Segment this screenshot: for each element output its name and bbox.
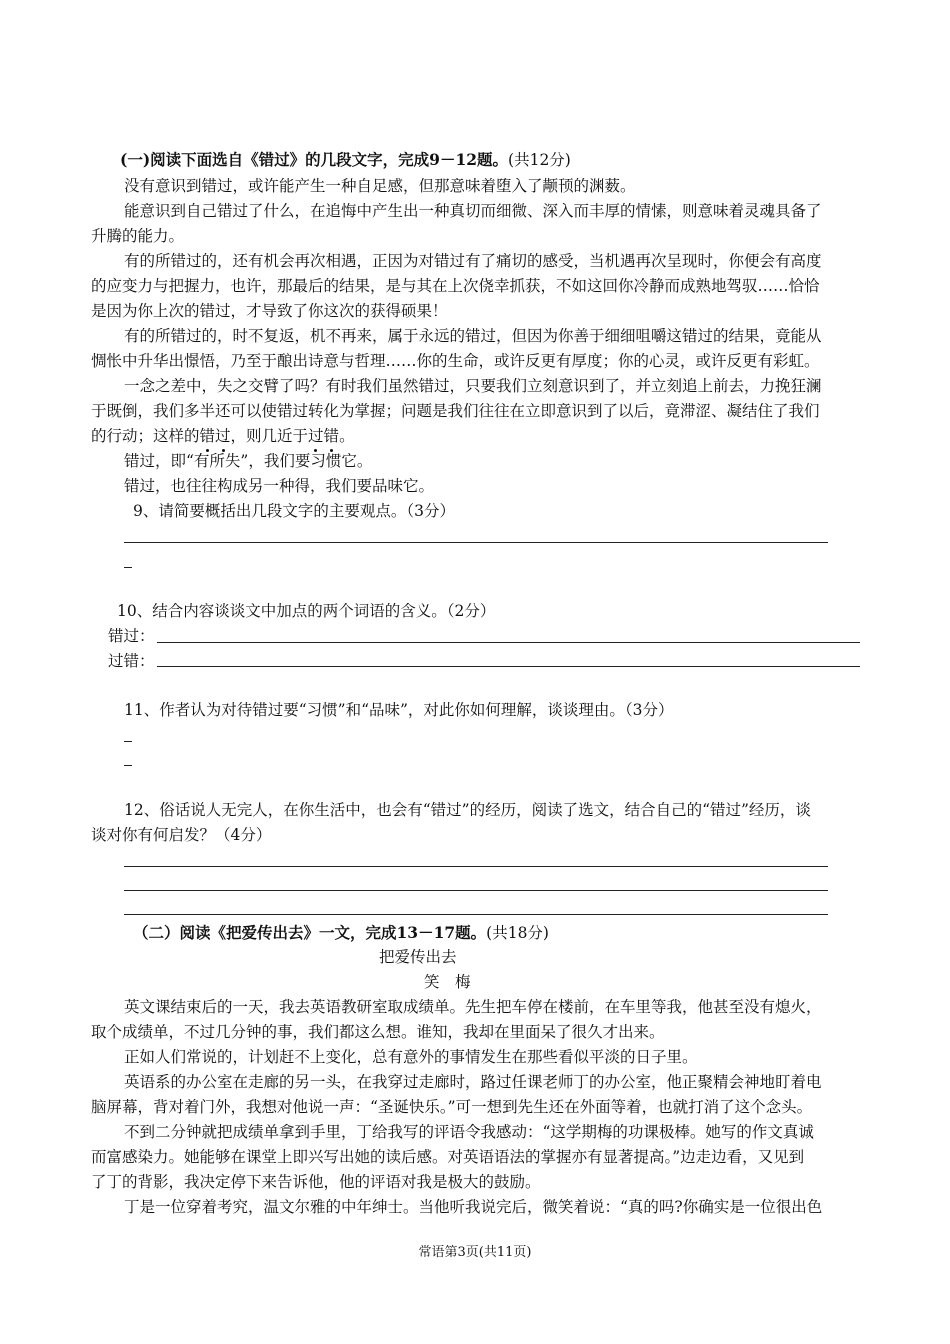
section1-heading-score: (共12分) [508, 151, 571, 169]
answer-line[interactable] [124, 914, 828, 915]
dotted-line-post: 。 [339, 427, 355, 445]
answer-line[interactable] [124, 542, 828, 543]
paragraph-line: 的应变力与把握力，也许，那最后的结果，是与其在上次侥幸抓获，不如这回你冷静而成熟地驾驭……恰恰 [91, 277, 820, 295]
paragraph-line: 升腾的能力。 [91, 227, 185, 245]
section2-heading-text: （二）阅读《把爱传出去》一文，完成13－17题。 [133, 923, 487, 942]
dotted-word-guocuo [308, 426, 339, 446]
answer-line-short[interactable] [124, 567, 132, 568]
paragraph-line: 丁是一位穿着考究，温文尔雅的中年绅士。当他听我说完后，微笑着说：“真的吗?你确实是一位很出色 [124, 1198, 823, 1216]
answer-line-short[interactable] [124, 765, 132, 766]
dotted-line-pre: 的行动；这样的 [91, 427, 200, 445]
paragraph-line: 一念之差中，失之交臂了吗？有时我们虽然错过，只要我们立刻意识到了，并立刻追上前去，力挽狂澜 [124, 377, 822, 395]
paragraph-line-dotted [91, 426, 355, 446]
dotted-word-cuoguo [200, 426, 231, 446]
paragraph-line: 有的所错过的，还有机会再次相遇，正因为对错过有了痛切的感受，当机遇再次呈现时，你便会有高度 [124, 252, 822, 270]
answer-line[interactable] [124, 890, 828, 891]
paragraph-line: 有的所错过的，时不复返，机不再来，属于永远的错过，但因为你善于细细咀嚼这错过的结果，竟能从 [124, 327, 822, 345]
paragraph-line: 惆怅中升华出憬悟，乃至于酿出诗意与哲理……你的生命，或许反更有厚度；你的心灵，或许反更有彩虹。 [91, 352, 820, 370]
paragraph-line: 于既倒，我们多半还可以使错过转化为掌握；问题是我们往往在立即意识到了以后，竟滞涩、凝结住了我们 [91, 402, 820, 420]
question-11: 11、作者认为对待错过要“习惯”和“品味”，对此你如何理解，谈谈理由。（3分） [124, 701, 674, 719]
paragraph-line: 是因为你上次的错过，才导致了你这次的获得硕果！ [91, 302, 448, 320]
paragraph-line: 了丁的背影，我决定停下来告诉他，他的评语对我是极大的鼓励。 [91, 1173, 541, 1191]
question-10: 10、结合内容谈谈文中加点的两个词语的含义。（2分） [117, 602, 496, 620]
page-footer: 常语第3页(共11页) [418, 1245, 532, 1260]
paragraph-line: 不到二分钟就把成绩单拿到手里，丁给我写的评语令我感动：“这学期梅的功课极棒。她写的作文真诚 [124, 1123, 814, 1141]
section1-heading-text: (一)阅读下面选自《错过》的几段文字，完成9－12题。 [120, 150, 509, 169]
question-12-line1: 12、俗话说人无完人，在你生活中，也会有“错过”的经历，阅读了选文，结合自己的“错过”经历，谈 [124, 801, 811, 819]
dotted-word-text: 过错 [308, 427, 340, 445]
dotted-line-mid: ，则几近于 [230, 427, 309, 445]
answer-line[interactable] [157, 642, 860, 643]
paragraph-line: 没有意识到错过，或许能产生一种自足感，但那意味着堕入了颟顸的渊薮。 [124, 177, 636, 195]
article-author: 笑 梅 [424, 973, 471, 991]
answer-label-guocuo: 过错： [108, 652, 155, 670]
section2-heading-score: (共18分) [486, 924, 549, 942]
paragraph-line: 正如人们常说的，计划赶不上变化，总有意外的事情发生在那些看似平淡的日子里。 [124, 1048, 698, 1066]
answer-line[interactable] [157, 666, 860, 667]
question-9: 9、请简要概括出几段文字的主要观点。（3分） [133, 502, 455, 520]
article-title: 把爱传出去 [379, 948, 457, 966]
paragraph-line: 错过，即“有所失”，我们要习惯它。 [124, 452, 373, 470]
paragraph-line: 能意识到自己错过了什么，在追悔中产生出一种真切而细微、深入而丰厚的情愫，则意味着灵魂具备了 [124, 202, 822, 220]
paragraph-line: 而富感染力。她能够在课堂上即兴写出她的读后感。对英语语法的掌握亦有显著提高。”边走边看，又见到 [91, 1148, 805, 1166]
paragraph-line: 英语系的办公室在走廊的另一头，在我穿过走廊时，路过任课老师丁的办公室，他正聚精会神地盯着电 [124, 1073, 822, 1091]
paragraph-line: 取个成绩单，不过几分钟的事，我们都这么想。谁知，我却在里面呆了很久才出来。 [91, 1023, 665, 1041]
answer-line[interactable] [124, 866, 828, 867]
answer-line-short[interactable] [124, 741, 132, 742]
section1-heading [120, 150, 571, 170]
paragraph-line: 英文课结束后的一天，我去英语教研室取成绩单。先生把车停在楼前，在车里等我，他甚至没有熄火， [124, 998, 822, 1016]
section2-heading [133, 923, 549, 943]
dotted-word-text: 错过 [199, 427, 231, 445]
answer-label-cuoguo: 错过： [108, 627, 155, 645]
paragraph-line: 错过，也往往构成另一种得，我们要品味它。 [124, 477, 435, 495]
paragraph-line: 脑屏幕，背对着门外，我想对他说一声：“圣诞快乐。”可一想到先生还在外面等着，也就打消了这个念头。 [91, 1098, 813, 1116]
question-12-line2: 谈对你有何启发？（4分） [91, 826, 272, 844]
